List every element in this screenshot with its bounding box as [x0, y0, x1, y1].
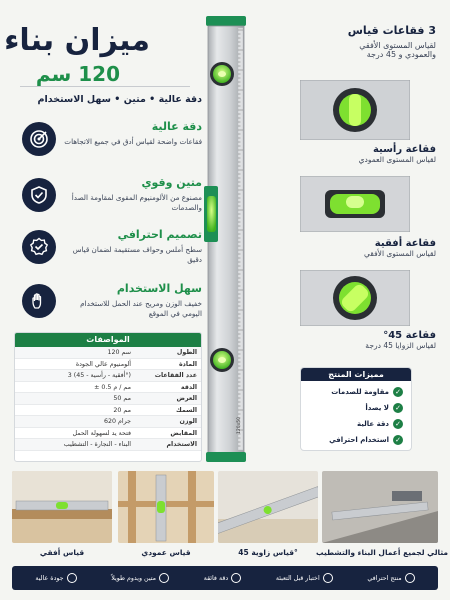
spec-row	[15, 439, 201, 451]
spec-key: العرض	[176, 395, 197, 402]
spec-value: 3 (أفقية - رأسية - 45°)	[67, 372, 131, 379]
spec-value: 50 مم	[113, 395, 131, 402]
photo-caption: مثالي لجميع أعمال البناء والتشطيب	[316, 548, 449, 557]
bubble-vial-middle	[207, 196, 216, 232]
spec-table	[14, 332, 202, 462]
gauge-icon	[231, 573, 241, 583]
spec-value: البناء - النجارة - التشطيب	[63, 441, 131, 448]
quality-icon	[67, 573, 77, 583]
callout-three-bubbles: 3 فقاعات قياس لقياس المستوى الأفقي والعمودي و 45 درجة	[347, 24, 436, 59]
photo-caption: قياس عمودي	[141, 548, 191, 557]
tagline: دقة عالية • متين • سهل الاستخدام	[37, 94, 202, 105]
spec-key: الوزن	[179, 418, 197, 425]
feature-title: دقة عالية	[151, 120, 202, 133]
page-title: ميزان بناء	[4, 23, 150, 58]
spec-value: 120 سم	[107, 349, 131, 356]
spec-key: الاستخدام	[166, 441, 197, 448]
spec-row	[15, 393, 201, 405]
spec-key: الدقة	[180, 383, 197, 391]
end-cap-bottom	[206, 452, 246, 462]
angle-vial-image	[300, 270, 410, 326]
check-icon: ✓	[393, 403, 403, 413]
callout-vertical: فقاعة رأسية لقياس المستوى العمودي	[358, 144, 436, 164]
spec-key: عدد الفقاعات	[154, 372, 197, 379]
header-divider	[20, 86, 190, 87]
spec-row	[15, 405, 201, 417]
photo-construction-use	[322, 471, 438, 543]
feature-desc: فقاعات واضحة لقياس أدق في جميع الاتجاهات	[64, 137, 202, 146]
award-icon	[405, 573, 415, 583]
link-icon	[159, 573, 169, 583]
badge-check-icon	[22, 230, 56, 264]
spec-row	[15, 347, 201, 359]
footer-item: جودة عالية	[35, 573, 76, 583]
spec-key: المادة	[178, 360, 197, 368]
callout-horizontal: فقاعة أفقية لقياس المستوى الأفقي	[364, 238, 436, 258]
target-icon	[22, 122, 56, 156]
benefit-item: دقة عالية ✓	[301, 416, 411, 432]
spec-row	[15, 359, 201, 371]
photo-caption: قياس زاوية 45°	[238, 548, 298, 557]
photo-angle-use	[218, 471, 318, 543]
spec-row	[15, 416, 201, 428]
benefits-box	[300, 367, 412, 451]
feature-precision	[14, 120, 202, 168]
feature-professional	[14, 228, 202, 276]
spec-key: المقابض	[170, 429, 197, 437]
check-icon: ✓	[393, 435, 403, 445]
ruler-label: 120x50	[237, 417, 242, 434]
check-icon: ✓	[393, 387, 403, 397]
feature-desc: سطح أملس وحواف مستقيمة لضمان قياس دقيق	[72, 245, 202, 264]
photo-horizontal-use	[12, 471, 112, 543]
footer-item: متين ويدوم طويلاً	[111, 573, 169, 583]
benefit-item: استخدام احترافي ✓	[301, 432, 411, 448]
spec-row	[15, 428, 201, 440]
spec-title: المواصفات	[15, 333, 201, 347]
product-length: 120 سم	[35, 62, 120, 86]
feature-desc: خفيف الوزن ومريح عند الحمل للاستخدام اليومي في الموقع	[80, 299, 202, 318]
spec-value: 20 مم	[113, 406, 131, 414]
callout-angle: فقاعة 45° لقياس الزوايا 45 درجة	[365, 330, 436, 350]
shield-check-icon	[22, 178, 56, 212]
horizontal-vial-image	[300, 176, 410, 232]
benefit-item: مقاومة للصدمات ✓	[301, 384, 411, 400]
feature-durable	[14, 176, 202, 224]
box-check-icon	[323, 573, 333, 583]
spec-value: ألومنيوم عالي الجودة	[75, 360, 131, 368]
spec-row	[15, 382, 201, 394]
photo-caption: قياس أفقي	[39, 548, 85, 557]
footer-item: منتج احترافي	[367, 573, 414, 583]
feature-desc: مصنوع من الألومنيوم المقوى لمقاومة الصدأ والصدمات	[71, 193, 202, 212]
feature-easy-use	[14, 282, 202, 330]
benefit-item: لا يصدأ ✓	[301, 400, 411, 416]
photo-vertical-use	[118, 471, 214, 543]
feature-title: متين وقوي	[141, 176, 202, 189]
footer-item: اختبار قبل التعبئة	[276, 573, 333, 583]
spec-key: السمك	[175, 406, 197, 414]
check-icon: ✓	[393, 419, 403, 429]
footer-bar	[12, 566, 438, 590]
spec-key: الطول	[176, 349, 197, 356]
benefits-title: مميزات المنتج	[301, 368, 411, 381]
hand-icon	[22, 284, 56, 318]
feature-title: تصميم احترافي	[117, 228, 202, 241]
spec-row	[15, 370, 201, 382]
footer-item: دقة فائقة	[204, 573, 241, 583]
vertical-vial-image	[300, 80, 410, 136]
spec-value: ± 0.5 مم / م	[94, 383, 131, 391]
spec-value: 620 جرام	[103, 418, 131, 425]
feature-title: سهل الاستخدام	[116, 282, 202, 295]
spec-value: فتحة يد لسهولة الحمل	[72, 429, 131, 437]
